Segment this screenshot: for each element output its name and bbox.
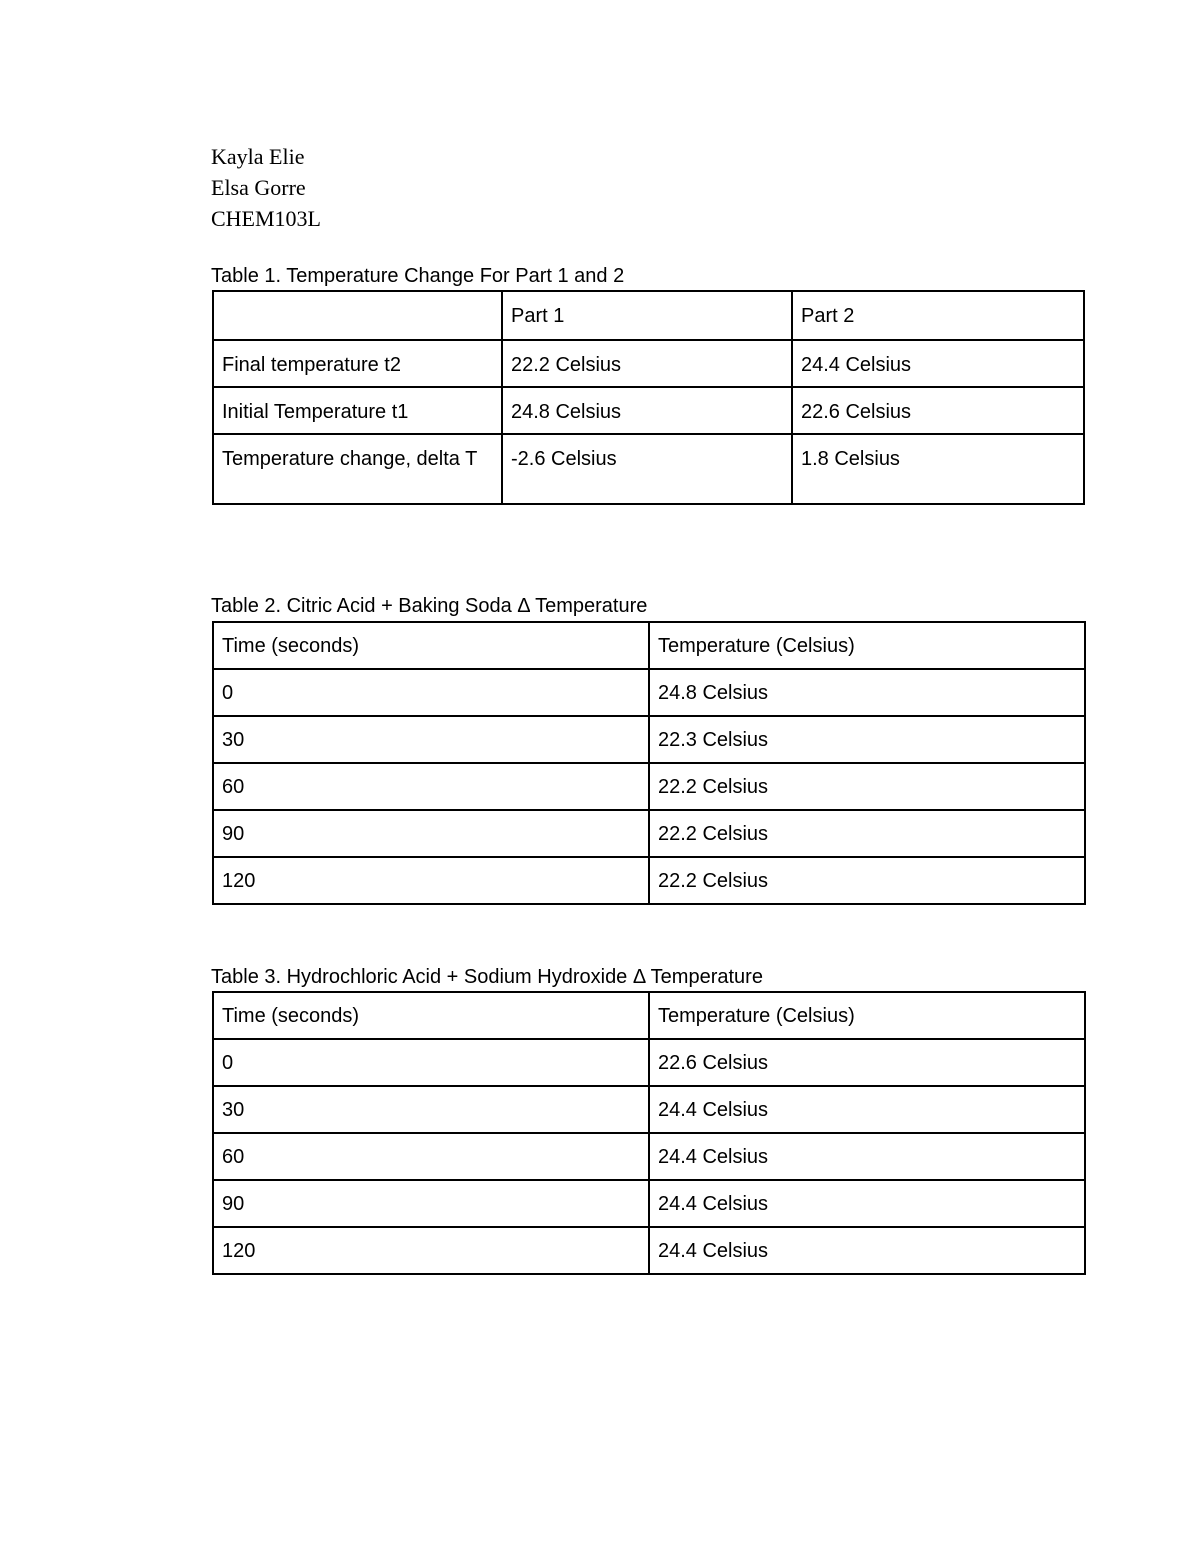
table-header-cell: Temperature (Celsius) [649, 622, 1085, 669]
table-cell: 22.2 Celsius [649, 763, 1085, 810]
table-cell: 22.2 Celsius [502, 340, 792, 387]
table-header-row [213, 622, 1085, 669]
table-row [213, 857, 1085, 904]
table3 [212, 991, 1086, 1275]
table-header-cell: Part 1 [502, 291, 792, 340]
table-cell: 24.4 Celsius [649, 1180, 1085, 1227]
table-cell: 90 [213, 810, 649, 857]
table-row [213, 1180, 1085, 1227]
table1 [212, 290, 1085, 505]
table-cell: 0 [213, 669, 649, 716]
author-name-2: Elsa Gorre [211, 175, 306, 200]
table-cell: -2.6 Celsius [502, 434, 792, 504]
table-cell: 24.4 Celsius [649, 1086, 1085, 1133]
table-header-cell: Part 2 [792, 291, 1084, 340]
table-row [213, 810, 1085, 857]
table-cell: 120 [213, 857, 649, 904]
table-cell: 0 [213, 1039, 649, 1086]
author-name-1: Kayla Elie [211, 144, 305, 169]
table-row [213, 1086, 1085, 1133]
table-cell: Final temperature t2 [213, 340, 502, 387]
table-cell: 24.4 Celsius [649, 1227, 1085, 1274]
table-cell: 22.3 Celsius [649, 716, 1085, 763]
course-code: CHEM103L [211, 206, 321, 231]
table-row [213, 434, 1084, 504]
table-header-cell: Time (seconds) [213, 622, 649, 669]
table3-caption: Table 3. Hydrochloric Acid + Sodium Hydroxide Δ Temperature [211, 966, 763, 988]
table-row [213, 716, 1085, 763]
table-cell: 24.4 Celsius [792, 340, 1084, 387]
table-cell: 24.8 Celsius [649, 669, 1085, 716]
table-row [213, 1039, 1085, 1086]
table-cell: 60 [213, 763, 649, 810]
table-row [213, 669, 1085, 716]
table-row [213, 1133, 1085, 1180]
table-cell: 22.2 Celsius [649, 857, 1085, 904]
table2-caption: Table 2. Citric Acid + Baking Soda Δ Temperature [211, 595, 648, 617]
author-header [211, 141, 321, 234]
table-header-row [213, 291, 1084, 340]
table-cell: 24.8 Celsius [502, 387, 792, 434]
table-cell: 1.8 Celsius [792, 434, 1084, 504]
table-header-row [213, 992, 1085, 1039]
table-row [213, 763, 1085, 810]
table-cell: 60 [213, 1133, 649, 1180]
table-cell: 30 [213, 1086, 649, 1133]
table-cell: 90 [213, 1180, 649, 1227]
table-cell: 22.6 Celsius [792, 387, 1084, 434]
table-cell: 120 [213, 1227, 649, 1274]
table-cell: 22.2 Celsius [649, 810, 1085, 857]
table-row [213, 1227, 1085, 1274]
table2 [212, 621, 1086, 905]
table-header-cell: Temperature (Celsius) [649, 992, 1085, 1039]
table-cell: 22.6 Celsius [649, 1039, 1085, 1086]
table-cell: Temperature change, delta T [213, 434, 502, 504]
table-header-cell [213, 291, 502, 340]
table-row [213, 387, 1084, 434]
table-cell: Initial Temperature t1 [213, 387, 502, 434]
table-header-cell: Time (seconds) [213, 992, 649, 1039]
table-cell: 30 [213, 716, 649, 763]
table1-caption: Table 1. Temperature Change For Part 1 and 2 [211, 265, 625, 287]
table-row [213, 340, 1084, 387]
table-cell: 24.4 Celsius [649, 1133, 1085, 1180]
